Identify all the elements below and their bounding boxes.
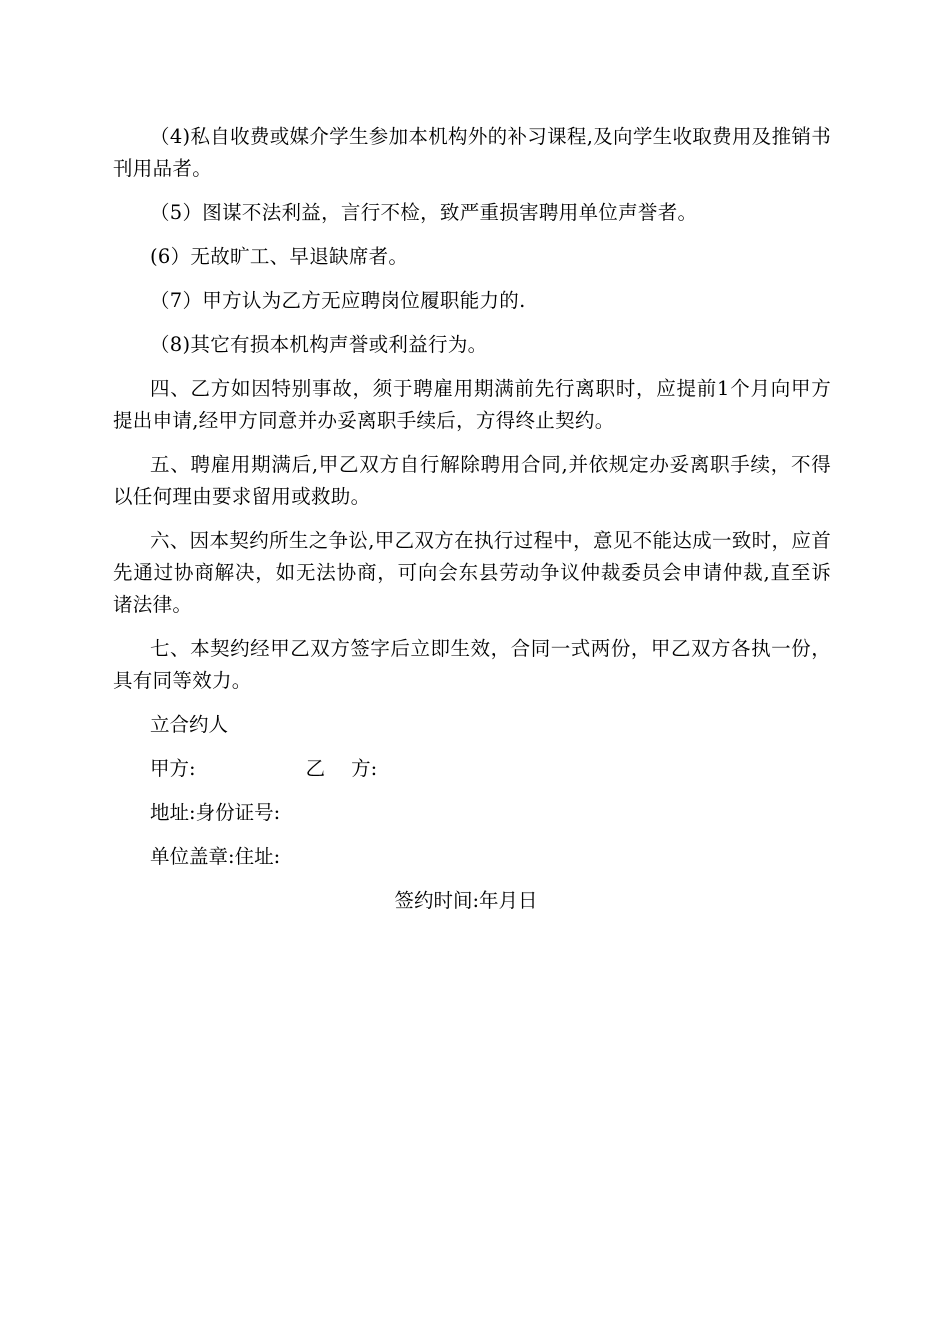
signature-block xyxy=(113,709,831,917)
clause-article-7: 七、本契约经甲乙双方签字后立即生效，合同一式两份，甲乙双方各执一份，具有同等效力。 xyxy=(113,637,831,692)
clause-item-6: (6）无故旷工、早退缺席者。 xyxy=(150,245,409,268)
party-b-label-1: 乙 xyxy=(305,757,326,780)
clause-article-6: 六、因本契约所生之争讼,甲乙双方在执行过程中，意见不能达成一致时，应首先通过协商解决，如无法协商，可向会东县劳动争议仲裁委员会申请仲裁,直至诉诸法律。 xyxy=(113,529,831,616)
party-b-label-2: 方: xyxy=(351,757,378,780)
clause-item-4: （4)私自收费或媒介学生参加本机构外的补习课程,及向学生收取费用及推销书刊用品者。 xyxy=(113,125,831,180)
signing-date-line: 签约时间:年月日 xyxy=(394,889,538,912)
clause-article-5: 五、聘雇用期满后,甲乙双方自行解除聘用合同,并依规定办妥离职手续，不得以任何理由要求留用或救助。 xyxy=(113,453,831,508)
clause-item-7: （7）甲方认为乙方无应聘岗位履职能力的. xyxy=(150,289,526,312)
clause-article-4: 四、乙方如因特别事故，须于聘雇用期满前先行离职时，应提前1个月向甲方提出申请,经甲方同意并办妥离职手续后，方得终止契约。 xyxy=(113,377,831,432)
party-a-label: 甲方: xyxy=(150,757,196,780)
clause-item-5: （5）图谋不法利益，言行不检，致严重损害聘用单位声誉者。 xyxy=(150,201,698,224)
contract-body xyxy=(113,121,831,917)
seal-residence-line: 单位盖章:住址: xyxy=(150,845,281,868)
address-id-line: 地址:身份证号: xyxy=(150,801,281,824)
clause-item-8: （8)其它有损本机构声誉或利益行为。 xyxy=(150,333,488,356)
party-line xyxy=(113,753,831,785)
parties-label: 立合约人 xyxy=(150,713,229,736)
